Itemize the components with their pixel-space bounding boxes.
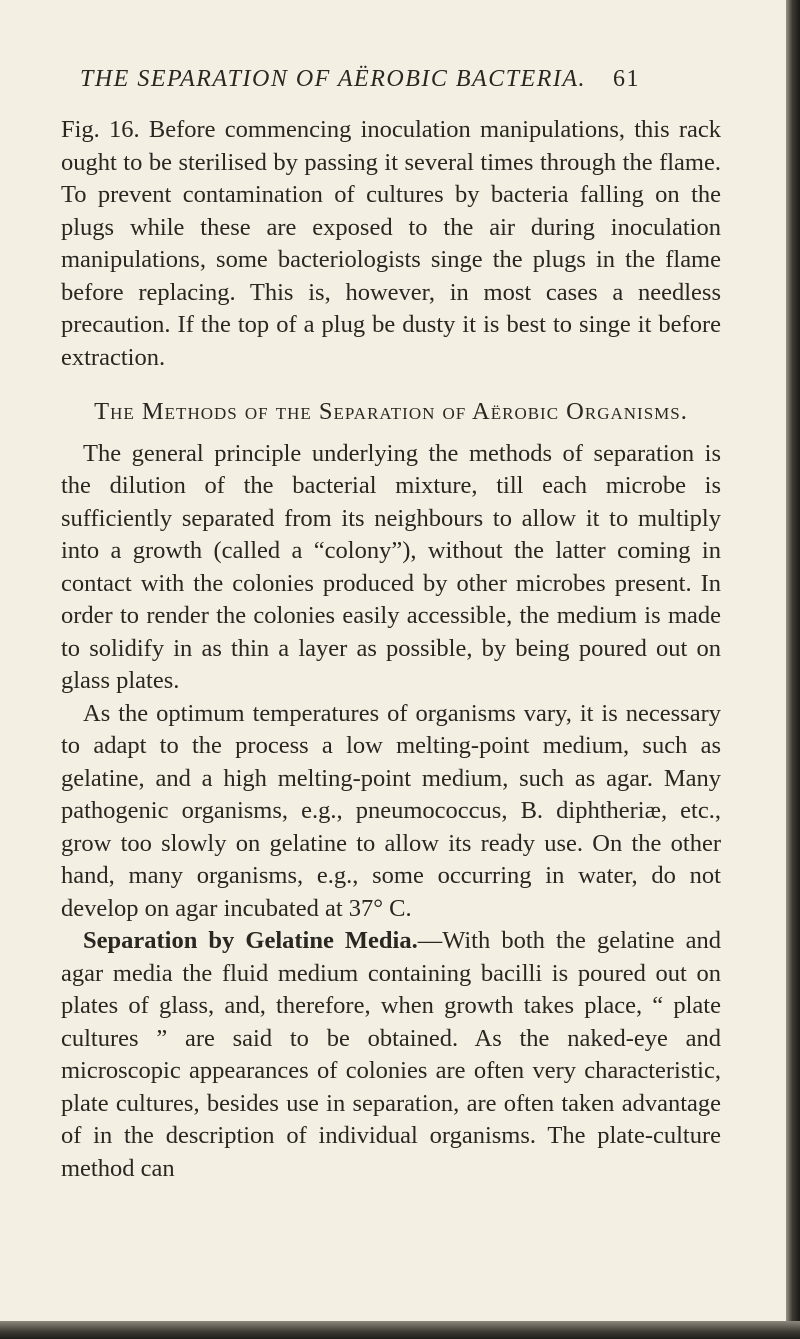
- paragraph-fig-16: Fig. 16. Before commencing inoculation manipulations, this rack ought to be sterilised by passing it several times through the flame. To prevent contamination of cultures by bacteria falling on the plugs while these are exposed to the air during inoculation manipulations, some bacteriologists singe the plugs in the flame before replacing. This is, however, in most cases a needless precaution. If the top of a plug be dusty it is best to singe it before extraction.: [61, 116, 721, 371]
- page-binding-edge: [786, 0, 800, 1339]
- page-bottom-edge: [0, 1321, 800, 1339]
- paragraph-optimum-temperatures: As the optimum temperatures of organisms vary, it is necessary to adapt to the process a low melting-point medium, such as gelatine, and a high melting-point medium, such as agar. Many pathogenic organisms, e.g., pneumococcus, B. diphtheriæ, etc., grow too slowly on gelatine to allow its ready use. On the other hand, many organisms, e.g., some occurring in water, do not develop on agar incubated at 37° C.: [61, 699, 721, 922]
- paragraph-general-principle: The general principle underlying the methods of separation is the dilution of the bacterial mixture, till each microbe is sufficiently separated from its neighbours to allow it to multiply into a growth (called a “colony”), without the latter coming in contact with the colonies produced by other microbes present. In order to render the colonies easily accessible, the medium is made to solidify in as thin a layer as possible, by being poured out on glass plates.: [61, 439, 721, 694]
- page-number: 61: [613, 66, 640, 92]
- running-head-title: THE SEPARATION OF AËROBIC BACTERIA.: [80, 66, 587, 92]
- run-in-heading: Separation by Gelatine Media.: [83, 927, 418, 954]
- paragraph-gelatine-media: [61, 925, 721, 1185]
- body-text: [61, 114, 721, 1185]
- running-head: [80, 66, 640, 96]
- paragraph-gelatine-media-text: —With both the gelatine and agar media the fluid medium containing bacilli is poured out on plates of glass, and, therefore, when growth takes place, “ plate cultures ” are said to be obtained. As the naked-eye and microscopic appearances of colonies are often very characteristic, plate cultures, besides use in separation, are often taken advantage of in the description of individual organisms. The plate-culture method can: [61, 927, 721, 1182]
- section-heading: The Methods of the Separation of Aërobic Organisms.: [94, 398, 688, 425]
